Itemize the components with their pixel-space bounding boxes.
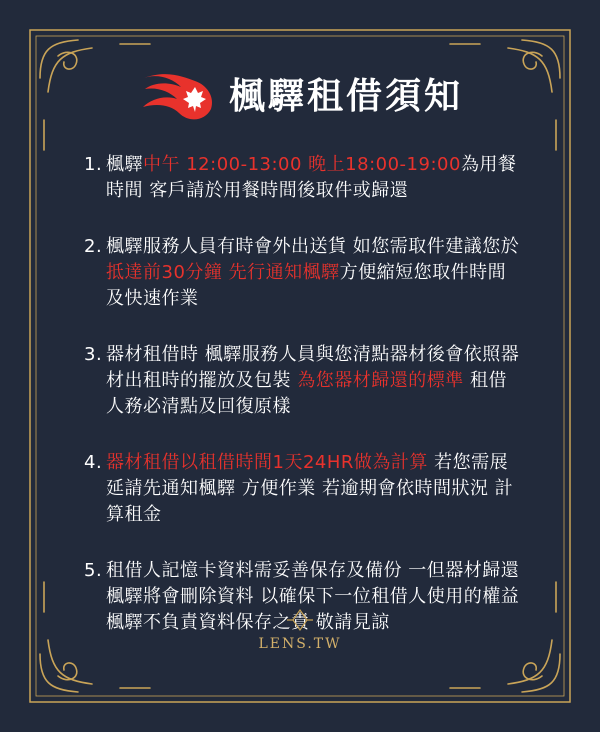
diamond-ornament-icon <box>285 608 315 632</box>
rule-text <box>106 234 524 312</box>
rule-text <box>106 152 524 204</box>
rule-segment-text: 方便縮短您取件時間及快速作業 <box>106 262 507 309</box>
page-title: 楓驛租借須知 <box>228 76 463 117</box>
rule-segment-text: 為用餐時間 客戶請於用餐時間後取件或歸還 <box>106 154 517 201</box>
rule-number: 1. <box>84 154 103 175</box>
rule-number: 2. <box>84 236 103 257</box>
rule-number: 4. <box>84 452 103 473</box>
rule-item <box>84 152 524 204</box>
rule-segment-text: 器材租借時 楓驛服務人員與您清點器材後會依照器材出租時的擺放及包裝 <box>106 344 520 391</box>
rule-highlight-text: 中午 12:00-13:00 晚上18:00-19:00 <box>143 154 461 175</box>
rule-highlight-text: 抵達前30分鐘 先行通知楓驛 <box>106 262 340 283</box>
rule-segment-text: 租借人記憶卡資料需妥善保存及備份 一但器材歸還 楓驛將會刪除資料 以確保下一位租借人使用的權益 楓驛不負責資料保存之責 敬請見諒 <box>106 560 520 633</box>
rule-segment-text: 楓驛 <box>106 154 143 175</box>
rule-highlight-text: 器材租借以租借時間1天24HR做為計算 <box>106 452 428 473</box>
rule-item <box>84 234 524 312</box>
rule-number: 3. <box>84 344 103 365</box>
rule-highlight-text: 為您器材歸還的標準 <box>297 370 464 391</box>
rule-number: 5. <box>84 560 103 581</box>
header <box>0 62 600 132</box>
rules-list <box>84 152 524 666</box>
rule-segment-text: 租借人務必清點及回復原樣 <box>106 370 507 417</box>
footer-brand: LENS.TW <box>258 636 342 652</box>
rule-segment-text: 若您需展延請先通知楓驛 方便作業 若逾期會依時間狀況 計算租金 <box>106 452 514 525</box>
rule-item <box>84 342 524 420</box>
rule-text <box>106 342 524 420</box>
rule-segment-text: 楓驛服務人員有時會外出送貨 如您需取件建議您於 <box>106 236 520 257</box>
rule-item <box>84 450 524 528</box>
rule-text <box>106 558 524 636</box>
rule-text <box>106 450 524 528</box>
flaming-maple-leaf-icon <box>137 69 215 125</box>
